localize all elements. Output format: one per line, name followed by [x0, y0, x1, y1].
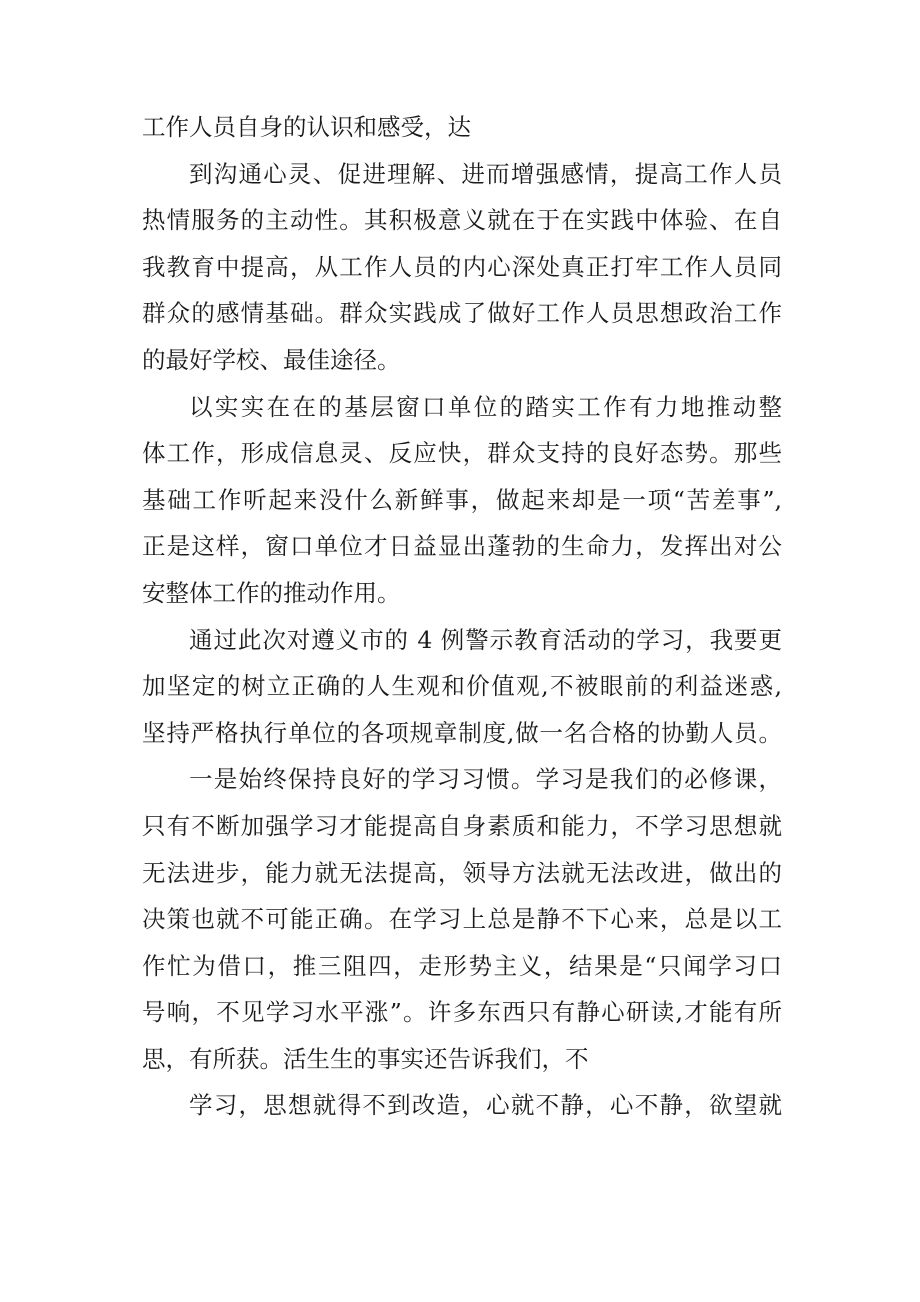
text-line: 基础工作听起来没什么新鲜事，做起来却是一项“苦差事”, [142, 485, 782, 514]
text-line: 坚持严格执行单位的各项规章制度,做一名合格的协勤人员。 [142, 718, 782, 747]
text-line: 加坚定的树立正确的人生观和价值观,不被眼前的利益迷惑, [142, 672, 782, 701]
text-line: 工作人员自身的认识和感受，达 [142, 113, 471, 141]
text-line: 作忙为借口，推三阻四，走形势主义，结果是“只闻学习口 [142, 951, 782, 980]
text-line: 到沟通心灵、促进理解、进而增强感情，提高工作人员 [189, 159, 782, 188]
text-line: 一是始终保持良好的学习习惯。学习是我们的必修课， [189, 765, 782, 794]
document-body [142, 104, 782, 1129]
text-line: 的最好学校、最佳途径。 [142, 345, 401, 374]
text-line: 只有不断加强学习才能提高自身素质和能力，不学习思想就 [142, 811, 782, 840]
text-line: 群众的感情基础。群众实践成了做好工作人员思想政治工作 [142, 299, 782, 328]
text-line: 以实实在在的基层窗口单位的踏实工作有力地推动整 [189, 392, 782, 421]
text-line: 无法进步，能力就无法提高，领导方法就无法改进，做出的 [142, 858, 782, 887]
text-line: 热情服务的主动性。其积极意义就在于在实践中体验、在自 [142, 206, 782, 235]
text-line: 体工作，形成信息灵、反应快，群众支持的良好态势。那些 [142, 439, 782, 468]
text-line: 通过此次对遵义市的 4 例警示教育活动的学习，我要更 [189, 625, 782, 654]
text-line: 我教育中提高，从工作人员的内心深处真正打牢工作人员同 [142, 252, 782, 281]
text-line: 安整体工作的推动作用。 [142, 578, 401, 607]
text-line: 决策也就不可能正确。在学习上总是静不下心来，总是以工 [142, 905, 782, 934]
text-line: 号响，不见学习水平涨”。许多东西只有静心研读,才能有所 [142, 998, 782, 1027]
text-line: 学习，思想就得不到改造，心就不静，心不静，欲望就 [189, 1091, 782, 1120]
text-line: 正是这样，窗口单位才日益显出蓬勃的生命力，发挥出对公 [142, 532, 782, 561]
text-line: 思，有所获。活生生的事实还告诉我们，不 [142, 1044, 589, 1073]
